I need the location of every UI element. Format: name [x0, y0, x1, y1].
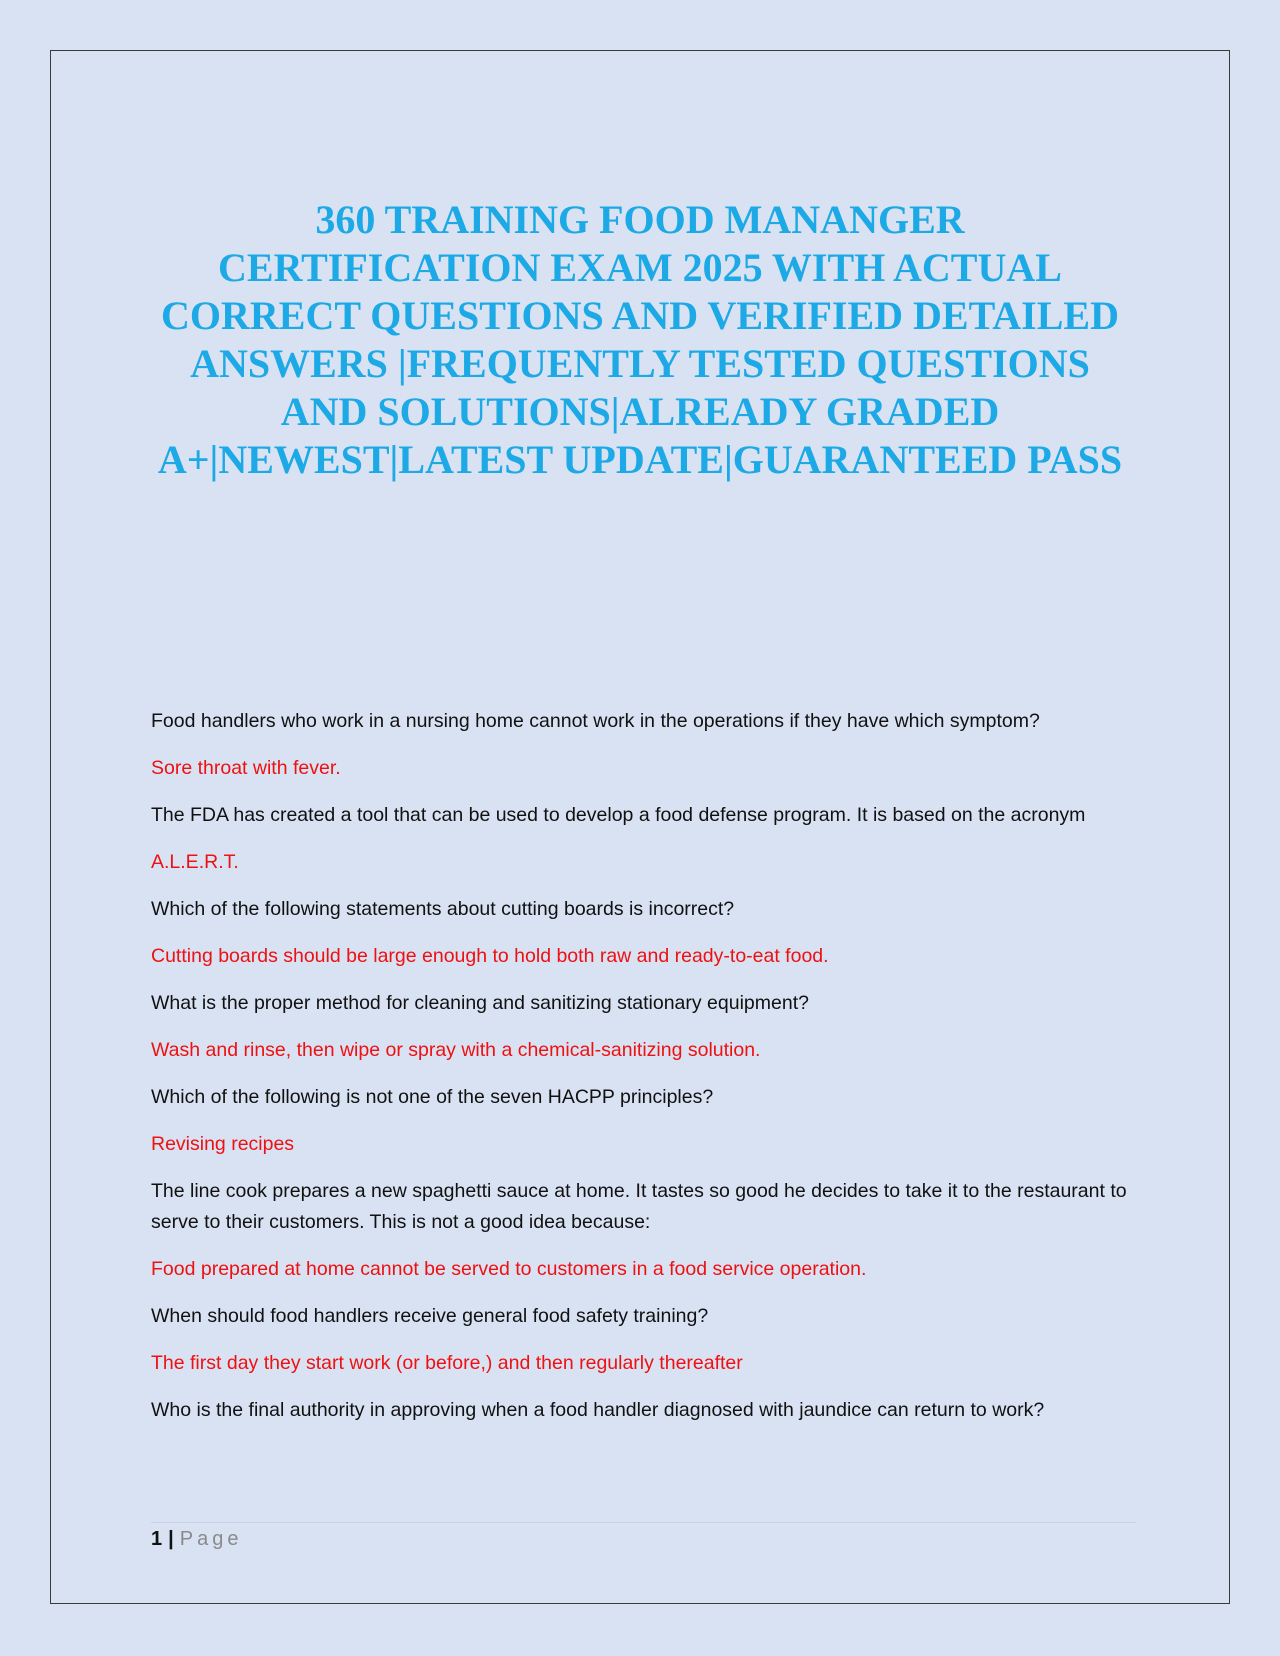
answer-text: Cutting boards should be large enough to hold both raw and ready-to-eat food.: [151, 945, 829, 967]
question-text: Which of the following statements about cutting boards is incorrect?: [151, 898, 735, 920]
title-line: AND SOLUTIONS|ALREADY GRADED: [280, 389, 1000, 434]
answer-text: Revising recipes: [151, 1133, 295, 1155]
page-number: 1: [151, 1528, 163, 1550]
question-text: Food handlers who work in a nursing home cannot work in the operations if they have which symptom?: [151, 710, 1040, 732]
title-line: CERTIFICATION EXAM 2025 WITH ACTUAL: [218, 245, 1062, 290]
page-footer: [151, 1524, 242, 1554]
question-answer-list: [151, 706, 1136, 1442]
question-text: What is the proper method for cleaning and sanitizing stationary equipment?: [151, 992, 809, 1014]
footer-divider: [151, 1522, 1136, 1523]
question-text: When should food handlers receive general food safety training?: [151, 1305, 709, 1327]
title-line: A+|NEWEST|LATEST UPDATE|GUARANTEED PASS: [157, 437, 1123, 482]
answer-text: Food prepared at home cannot be served to customers in a food service operation.: [151, 1258, 867, 1280]
question-text: Which of the following is not one of the seven HACPP principles?: [151, 1086, 714, 1108]
title-line: ANSWERS |FREQUENTLY TESTED QUESTIONS: [190, 341, 1090, 386]
document-title: [140, 196, 1140, 484]
question-text: Who is the final authority in approving when a food handler diagnosed with jaundice can return to work?: [151, 1399, 1045, 1421]
answer-text: Sore throat with fever.: [151, 757, 341, 779]
answer-text: A.L.E.R.T.: [151, 851, 239, 873]
footer-separator: |: [168, 1528, 174, 1550]
title-line: CORRECT QUESTIONS AND VERIFIED DETAILED: [160, 293, 1119, 338]
page-label: Page: [179, 1528, 243, 1550]
question-text: The line cook prepares a new spaghetti sauce at home. It tastes so good he decides to take it to the restaurant to serve to their customers. This is not a good idea because:: [151, 1180, 1127, 1233]
answer-text: The first day they start work (or before,) and then regularly thereafter: [151, 1352, 743, 1374]
answer-text: Wash and rinse, then wipe or spray with a chemical-sanitizing solution.: [151, 1039, 761, 1061]
title-line: 360 TRAINING FOOD MANANGER: [315, 197, 965, 242]
question-text: The FDA has created a tool that can be used to develop a food defense program. It is based on the acronym: [151, 804, 1086, 826]
